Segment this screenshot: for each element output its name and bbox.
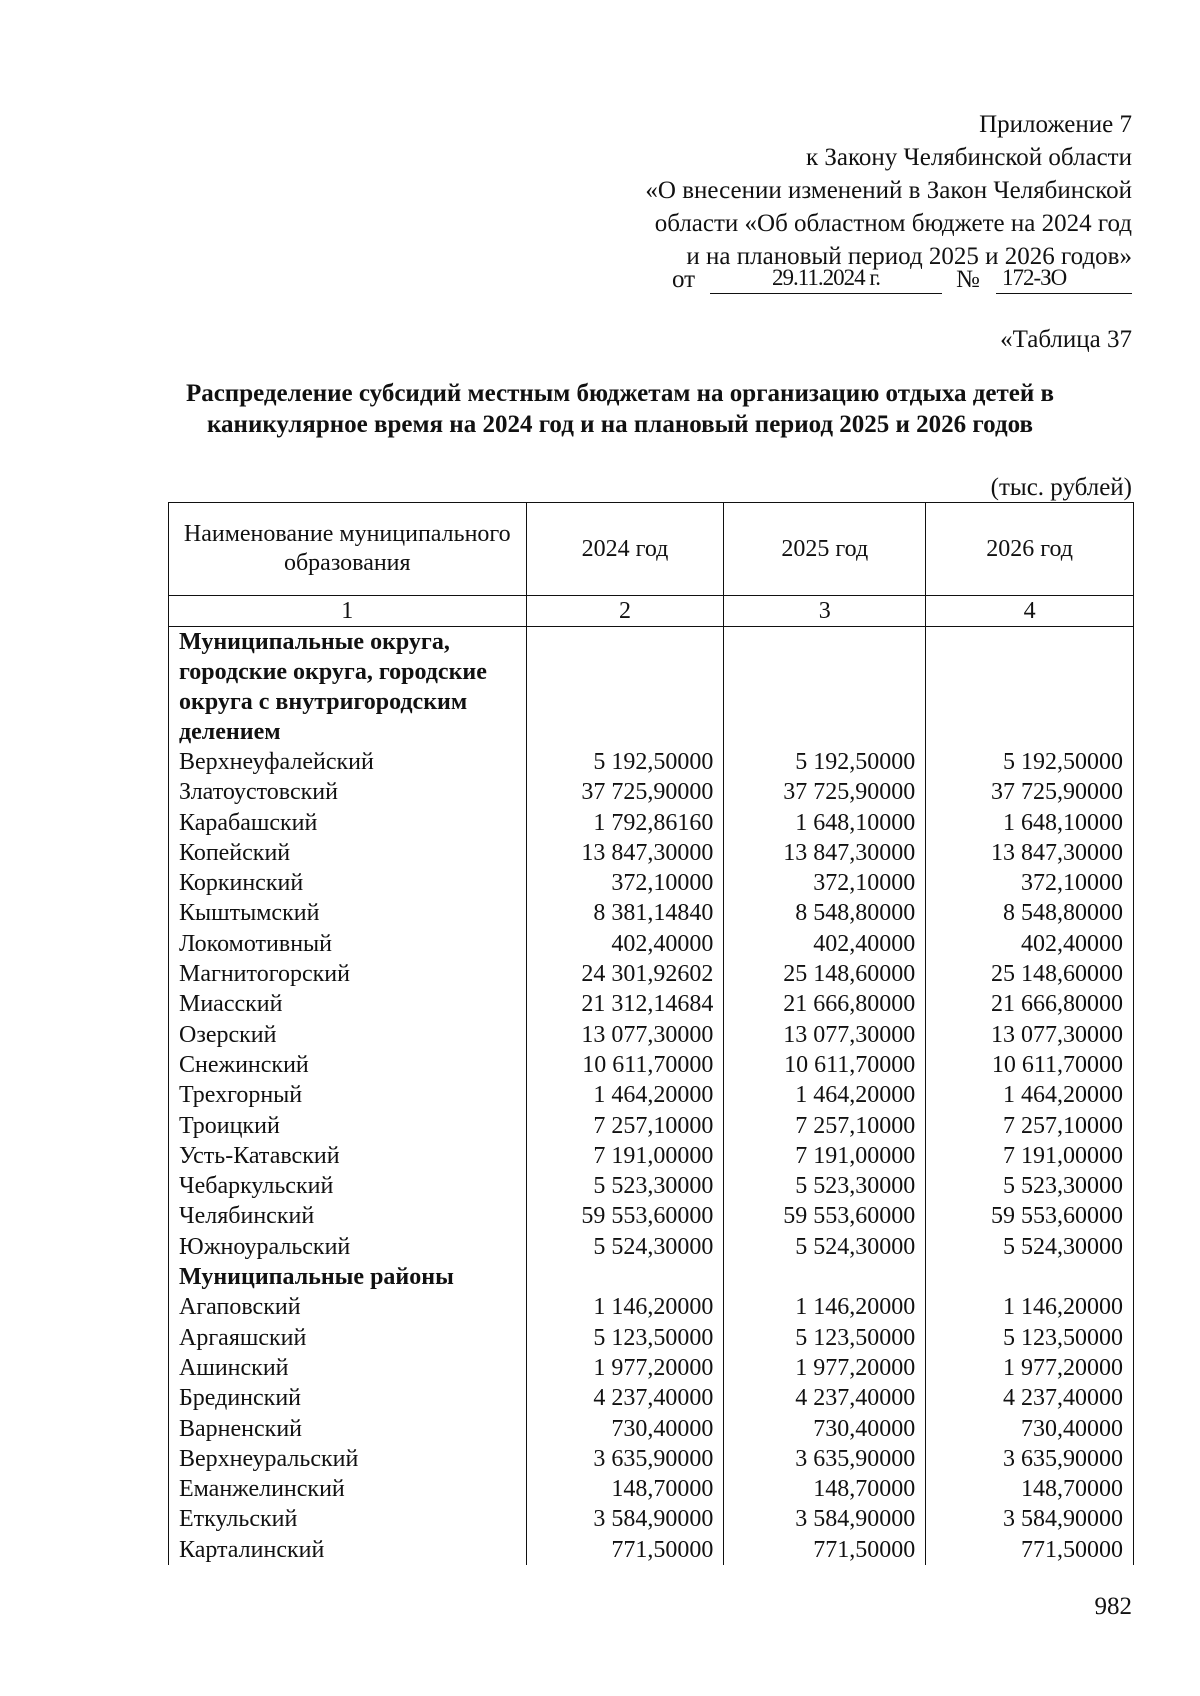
value-2026 (926, 627, 1134, 748)
table-row (169, 1292, 1134, 1322)
value-2024: 37 725,90000 (526, 777, 724, 807)
municipality-name: Коркинский (169, 868, 527, 898)
column-number: 4 (926, 596, 1134, 627)
group-row (169, 627, 1134, 748)
value-2026: 5 123,50000 (926, 1323, 1134, 1353)
value-2024: 1 792,86160 (526, 808, 724, 838)
municipality-name: Озерский (169, 1020, 527, 1050)
page-number: 982 (1094, 1593, 1132, 1620)
municipality-name: Троицкий (169, 1111, 527, 1141)
value-2025: 10 611,70000 (724, 1050, 926, 1080)
municipality-name: Магнитогорский (169, 959, 527, 989)
value-2026: 730,40000 (926, 1414, 1134, 1444)
value-2025 (724, 1262, 926, 1292)
table-row (169, 1020, 1134, 1050)
column-number-row (169, 596, 1134, 627)
header-2026: 2026 год (926, 503, 1134, 596)
date-field (710, 263, 942, 294)
subsidy-table (168, 502, 1134, 1565)
municipality-name: Агаповский (169, 1292, 527, 1322)
number-sign: № (956, 266, 980, 293)
value-2025: 730,40000 (724, 1414, 926, 1444)
municipality-name: Локомотивный (169, 929, 527, 959)
table-row (169, 1171, 1134, 1201)
value-2026: 771,50000 (926, 1535, 1134, 1565)
table-row (169, 777, 1134, 807)
value-2026: 5 524,30000 (926, 1232, 1134, 1262)
municipality-name: Снежинский (169, 1050, 527, 1080)
group-row (169, 1262, 1134, 1292)
value-2026: 5 192,50000 (926, 747, 1134, 777)
value-2026: 402,40000 (926, 929, 1134, 959)
table-row (169, 1201, 1134, 1231)
table-row (169, 1323, 1134, 1353)
column-number: 2 (526, 596, 724, 627)
value-2024: 3 584,90000 (526, 1504, 724, 1534)
value-2026: 10 611,70000 (926, 1050, 1134, 1080)
table-row (169, 929, 1134, 959)
value-2025: 25 148,60000 (724, 959, 926, 989)
table-row (169, 1353, 1134, 1383)
value-2026: 1 648,10000 (926, 808, 1134, 838)
value-2024: 5 524,30000 (526, 1232, 724, 1262)
municipality-name: Карталинский (169, 1535, 527, 1565)
value-2024: 1 146,20000 (526, 1292, 724, 1322)
municipality-name: Карабашский (169, 808, 527, 838)
appendix-line: Приложение 7 (979, 111, 1132, 138)
value-2024: 5 523,30000 (526, 1171, 724, 1201)
value-2026: 21 666,80000 (926, 989, 1134, 1019)
municipality-name: Муниципальные районы (169, 1262, 527, 1292)
table-row (169, 1504, 1134, 1534)
table-row (169, 1383, 1134, 1413)
value-2024: 5 192,50000 (526, 747, 724, 777)
value-2024 (526, 1262, 724, 1292)
value-2026 (926, 1262, 1134, 1292)
value-2024: 3 635,90000 (526, 1444, 724, 1474)
municipality-name: Верхнеуральский (169, 1444, 527, 1474)
municipality-name: Златоустовский (169, 777, 527, 807)
value-2024: 8 381,14840 (526, 898, 724, 928)
table-header-row (169, 503, 1134, 596)
value-2024: 10 611,70000 (526, 1050, 724, 1080)
law-signature-row (672, 264, 1132, 298)
table-row (169, 838, 1134, 868)
value-2025: 372,10000 (724, 868, 926, 898)
value-2026: 148,70000 (926, 1474, 1134, 1504)
table-row (169, 808, 1134, 838)
value-2024: 7 191,00000 (526, 1141, 724, 1171)
law-number: 172-ЗО (1002, 265, 1067, 290)
value-2024: 59 553,60000 (526, 1201, 724, 1231)
value-2024 (526, 627, 724, 748)
value-2024: 13 077,30000 (526, 1020, 724, 1050)
value-2025: 13 847,30000 (724, 838, 926, 868)
value-2025: 4 237,40000 (724, 1383, 926, 1413)
law-date: 29.11.2024 г. (772, 265, 880, 290)
table-row (169, 747, 1134, 777)
table-row (169, 1232, 1134, 1262)
value-2024: 372,10000 (526, 868, 724, 898)
value-2024: 771,50000 (526, 1535, 724, 1565)
municipality-name: Южноуральский (169, 1232, 527, 1262)
table-row (169, 868, 1134, 898)
municipality-name: Усть-Катавский (169, 1141, 527, 1171)
table-row (169, 1141, 1134, 1171)
table-body (169, 627, 1134, 1566)
value-2025: 3 584,90000 (724, 1504, 926, 1534)
value-2025: 1 648,10000 (724, 808, 926, 838)
appendix-line: к Закону Челябинской области (806, 144, 1132, 171)
column-number: 1 (169, 596, 527, 627)
header-2024: 2024 год (526, 503, 724, 596)
value-2026: 37 725,90000 (926, 777, 1134, 807)
number-field (996, 263, 1132, 294)
table-row (169, 1111, 1134, 1141)
municipality-name: Еткульский (169, 1504, 527, 1534)
value-2024: 402,40000 (526, 929, 724, 959)
value-2026: 25 148,60000 (926, 959, 1134, 989)
appendix-header (572, 108, 1132, 273)
value-2024: 148,70000 (526, 1474, 724, 1504)
municipality-name: Брединский (169, 1383, 527, 1413)
value-2026: 7 191,00000 (926, 1141, 1134, 1171)
municipality-name: Верхнеуфалейский (169, 747, 527, 777)
value-2026: 3 584,90000 (926, 1504, 1134, 1534)
municipality-name: Чебаркульский (169, 1171, 527, 1201)
municipality-name: Еманжелинский (169, 1474, 527, 1504)
table-row (169, 1050, 1134, 1080)
value-2024: 730,40000 (526, 1414, 724, 1444)
value-2026: 5 523,30000 (926, 1171, 1134, 1201)
value-2025 (724, 627, 926, 748)
municipality-name: Муниципальные округа, городские округа, городские округа с внутригородским делением (169, 627, 527, 748)
value-2025: 7 191,00000 (724, 1141, 926, 1171)
value-2024: 1 977,20000 (526, 1353, 724, 1383)
value-2025: 148,70000 (724, 1474, 926, 1504)
value-2024: 21 312,14684 (526, 989, 724, 1019)
value-2025: 5 192,50000 (724, 747, 926, 777)
municipality-name: Трехгорный (169, 1080, 527, 1110)
value-2024: 7 257,10000 (526, 1111, 724, 1141)
value-2025: 1 146,20000 (724, 1292, 926, 1322)
value-2026: 4 237,40000 (926, 1383, 1134, 1413)
value-2024: 1 464,20000 (526, 1080, 724, 1110)
column-number: 3 (724, 596, 926, 627)
municipality-name: Кыштымский (169, 898, 527, 928)
municipality-name: Варненский (169, 1414, 527, 1444)
value-2025: 771,50000 (724, 1535, 926, 1565)
municipality-name: Аргаяшский (169, 1323, 527, 1353)
value-2025: 5 523,30000 (724, 1171, 926, 1201)
value-2025: 37 725,90000 (724, 777, 926, 807)
table-row (169, 898, 1134, 928)
value-2026: 1 977,20000 (926, 1353, 1134, 1383)
table-row (169, 1444, 1134, 1474)
municipality-name: Ашинский (169, 1353, 527, 1383)
value-2025: 1 464,20000 (724, 1080, 926, 1110)
table-label: «Таблица 37 (1000, 326, 1132, 353)
table-row (169, 1080, 1134, 1110)
table-row (169, 1474, 1134, 1504)
municipality-name: Челябинский (169, 1201, 527, 1231)
units-label: (тыс. рублей) (990, 474, 1132, 501)
value-2025: 13 077,30000 (724, 1020, 926, 1050)
appendix-line: области «Об областном бюджете на 2024 год (654, 210, 1132, 237)
value-2025: 5 524,30000 (724, 1232, 926, 1262)
value-2024: 5 123,50000 (526, 1323, 724, 1353)
value-2026: 13 077,30000 (926, 1020, 1134, 1050)
value-2025: 21 666,80000 (724, 989, 926, 1019)
appendix-line: «О внесении изменений в Закон Челябинской (645, 177, 1132, 204)
table-row (169, 1414, 1134, 1444)
table-row (169, 989, 1134, 1019)
value-2026: 7 257,10000 (926, 1111, 1134, 1141)
value-2025: 59 553,60000 (724, 1201, 926, 1231)
value-2026: 13 847,30000 (926, 838, 1134, 868)
value-2024: 13 847,30000 (526, 838, 724, 868)
value-2026: 372,10000 (926, 868, 1134, 898)
header-municipality: Наименование муниципального образования (169, 503, 527, 596)
value-2026: 1 146,20000 (926, 1292, 1134, 1322)
ot-label: от (672, 266, 696, 293)
value-2024: 4 237,40000 (526, 1383, 724, 1413)
value-2025: 402,40000 (724, 929, 926, 959)
value-2025: 1 977,20000 (724, 1353, 926, 1383)
table-row (169, 1535, 1134, 1565)
value-2025: 3 635,90000 (724, 1444, 926, 1474)
municipality-name: Миасский (169, 989, 527, 1019)
value-2025: 7 257,10000 (724, 1111, 926, 1141)
header-2025: 2025 год (724, 503, 926, 596)
value-2026: 59 553,60000 (926, 1201, 1134, 1231)
document-title: Распределение субсидий местным бюджетам на организацию отдыха детей в каникулярное время на 2024 год и на плановый период 2025 и 2026 годов (185, 380, 1055, 438)
value-2026: 3 635,90000 (926, 1444, 1134, 1474)
value-2025: 5 123,50000 (724, 1323, 926, 1353)
appendix-line: и на плановый период 2025 и 2026 годов» (686, 243, 1132, 270)
value-2025: 8 548,80000 (724, 898, 926, 928)
value-2024: 24 301,92602 (526, 959, 724, 989)
value-2026: 8 548,80000 (926, 898, 1134, 928)
table-row (169, 959, 1134, 989)
value-2026: 1 464,20000 (926, 1080, 1134, 1110)
municipality-name: Копейский (169, 838, 527, 868)
